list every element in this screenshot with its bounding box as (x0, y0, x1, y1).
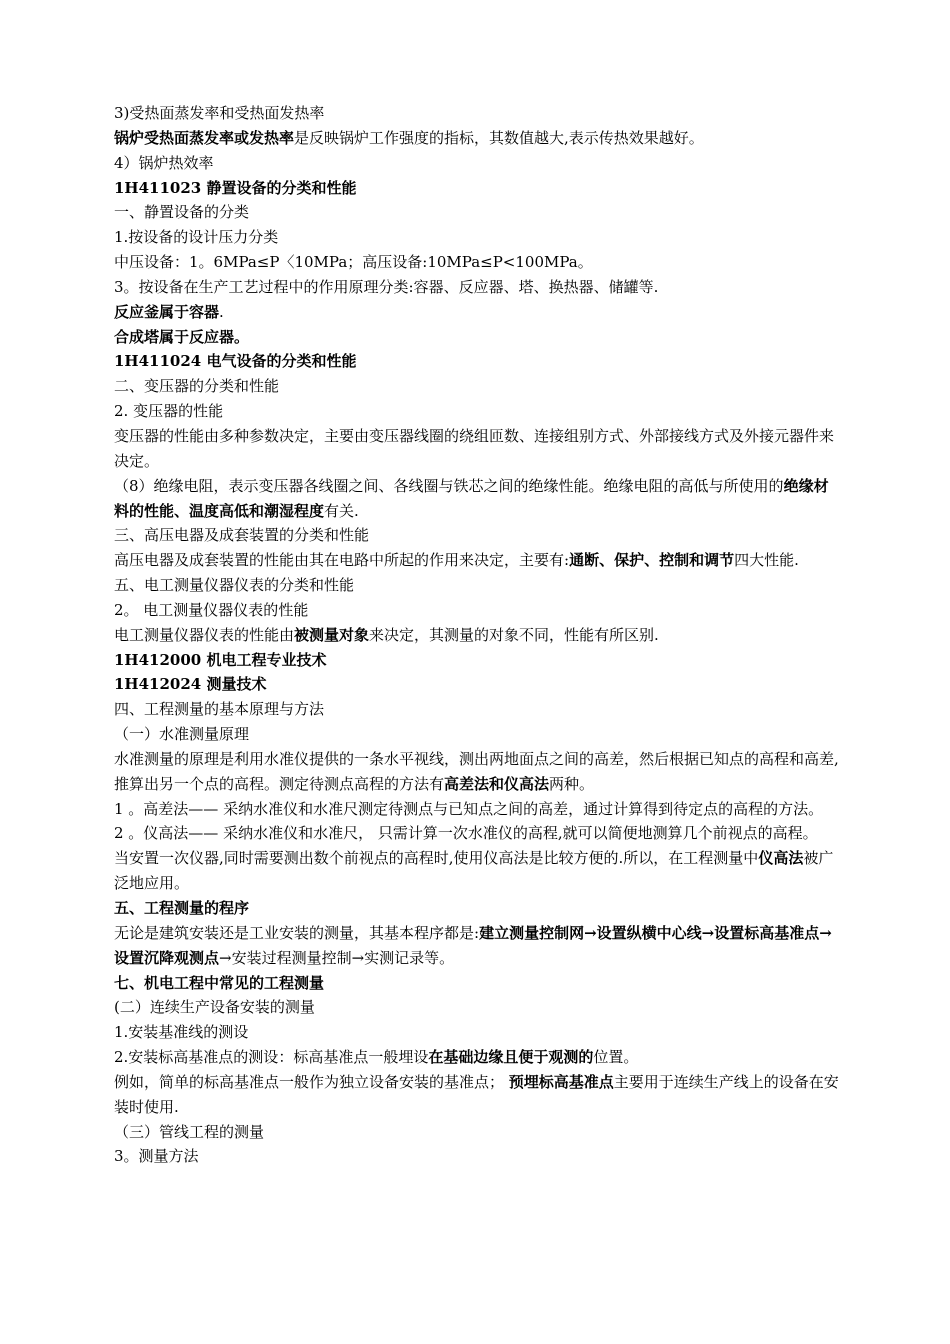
text-run: 主要用于连续生产线上的设备在安装时使用. (114, 1072, 839, 1116)
bold-text-run: 反应釜属于容器 (114, 302, 220, 321)
text-run: (二）连续生产设备安装的测量 (114, 998, 315, 1017)
text-run: 被广泛地应用。 (114, 849, 834, 893)
bold-text-run: 1H412024 测量技术 (114, 675, 267, 694)
bold-text-run: 绝缘材料的性能、温度高低和潮湿程度 (114, 476, 829, 520)
bold-text-run: 五、工程测量的程序 (114, 899, 250, 917)
text-line (114, 523, 840, 548)
text-run: 1.按设备的设计压力分类 (114, 228, 279, 247)
text-line (114, 275, 840, 300)
text-run: 变压器的性能由多种参数决定，主要由变压器线圈的绕组匝数、连接组别方式、外部接线方式及外接元器件来决定。 (114, 426, 835, 470)
text-line (114, 474, 840, 524)
document-page (114, 101, 840, 1169)
text-line (114, 200, 840, 225)
bold-text-run: 1H412000 机电工程专业技术 (114, 650, 327, 669)
text-run: 4）锅炉热效率 (114, 153, 214, 172)
text-run: （三）管线工程的测量 (114, 1122, 265, 1141)
text-run: 两种。 (549, 774, 595, 793)
bold-text-run: 仪高法 (758, 849, 804, 868)
bold-text-run: 被测量对象 (294, 625, 370, 644)
text-line (114, 399, 840, 424)
text-run: 三、高压电器及成套装置的分类和性能 (114, 526, 370, 545)
text-line (114, 126, 840, 151)
text-run: 3。测量方法 (114, 1147, 199, 1166)
text-run: 五、电工测量仪器仪表的分类和性能 (114, 576, 355, 595)
text-run: 3)受热面蒸发率和受热面发热率 (114, 104, 325, 122)
text-line (114, 722, 840, 747)
text-run: 2.安装标高基准点的测设：标高基准点一般埋设 (114, 1048, 429, 1067)
text-run: 来决定，其测量的对象不同，性能有所区别. (369, 625, 659, 644)
text-run: 位置。 (593, 1048, 639, 1067)
text-run: 2. 变压器的性能 (114, 402, 224, 421)
bold-text-run: 七、机电工程中常见的工程测量 (114, 973, 325, 992)
text-run: （一）水准测量原理 (114, 725, 250, 744)
text-line (114, 300, 840, 325)
text-run: 是反映锅炉工作强度的指标，其数值越大,表示传热效果越好。 (294, 128, 704, 147)
text-line (114, 349, 840, 374)
text-run: 1.安装基准线的测设 (114, 1023, 249, 1042)
text-line (114, 1020, 840, 1045)
text-run: →安装过程测量控制→实测记录等。 (219, 948, 455, 967)
text-line (114, 250, 840, 275)
text-run: 例如，简单的标高基准点一般作为独立设备安装的基准点； (114, 1072, 509, 1091)
text-run: 水准测量的原理是利用水准仪提供的一条水平视线，测出两地面点之间的高差，然后根据已知点的高程和高差,推算出另一个点的高程。测定待测点高程的方法有 (114, 749, 839, 793)
text-line (114, 995, 840, 1020)
text-run: 高压电器及成套装置的性能由其在电路中所起的作用来决定，主要有: (114, 551, 570, 570)
text-run: 一、静置设备的分类 (114, 203, 250, 222)
text-line (114, 1144, 840, 1169)
text-line (114, 896, 840, 921)
text-line (114, 697, 840, 722)
text-line (114, 747, 840, 797)
text-line (114, 623, 840, 648)
text-run: 二、变压器的分类和性能 (114, 377, 280, 396)
text-line (114, 598, 840, 623)
text-run: 四、工程测量的基本原理与方法 (114, 700, 325, 719)
text-line (114, 548, 840, 573)
text-line (114, 971, 840, 996)
bold-text-run: 1H411024 电气设备的分类和性能 (114, 352, 357, 371)
text-run: （8）绝缘电阻，表示变压器各线圈之间、各线圈与铁芯之间的绝缘性能。绝缘电阻的高低与所使用的 (114, 476, 784, 495)
text-run: 2 。仪高法—— 采纳水准仪和水准尺， 只需计算一次水准仪的高程,就可以简便地测算几个前视点的高程。 (114, 824, 818, 843)
bold-text-run: 锅炉受热面蒸发率或发热率 (114, 128, 295, 147)
text-line (114, 821, 840, 846)
text-run: 2。 电工测量仪器仪表的性能 (114, 600, 309, 619)
text-run: . (219, 302, 224, 321)
text-line (114, 225, 840, 250)
text-run: 3。按设备在生产工艺过程中的作用原理分类:容器、反应器、塔、换热器、储罐等. (114, 277, 659, 296)
bold-text-run: 1H411023 静置设备的分类和性能 (114, 178, 357, 197)
bold-text-run: 预埋标高基准点 (508, 1072, 614, 1091)
text-line (114, 1070, 840, 1120)
text-line (114, 374, 840, 399)
text-line (114, 921, 840, 971)
text-line (114, 101, 840, 126)
bold-text-run: 通断、保护、控制和调节 (569, 551, 735, 570)
text-line (114, 176, 840, 201)
text-line (114, 424, 840, 474)
text-run: 无论是建筑安装还是工业安装的测量，其基本程序都是: (114, 923, 480, 942)
text-line (114, 573, 840, 598)
bold-text-run: 在基础边缘且便于观测的 (428, 1048, 594, 1067)
text-line (114, 1045, 840, 1070)
text-line (114, 672, 840, 697)
bold-text-run: 合成塔属于反应器。 (114, 327, 250, 346)
text-line (114, 846, 840, 896)
text-line (114, 797, 840, 822)
text-line (114, 648, 840, 673)
text-run: 1 。高差法—— 采纳水准仪和水准尺测定待测点与已知点之间的高差，通过计算得到待定点的高程的方法。 (114, 799, 824, 818)
bold-text-run: 建立测量控制网→设置纵横中心线→设置标高基准点→设置沉降观测点 (114, 923, 832, 967)
bold-text-run: 高差法和仪高法 (444, 774, 550, 793)
text-line (114, 325, 840, 350)
text-run: 四大性能. (734, 551, 799, 570)
text-run: 有关. (324, 501, 359, 520)
text-run: 电工测量仪器仪表的性能由 (114, 625, 295, 644)
text-line (114, 151, 840, 176)
text-run: 中压设备：1。6MPa≤P〈10MPa；高压设备:10MPa≤P<100MPa。 (114, 253, 593, 272)
text-run: 当安置一次仪器,同时需要测出数个前视点的高程时,使用仪高法是比较方便的.所以，在工程测量中 (114, 849, 759, 868)
text-line (114, 1120, 840, 1145)
